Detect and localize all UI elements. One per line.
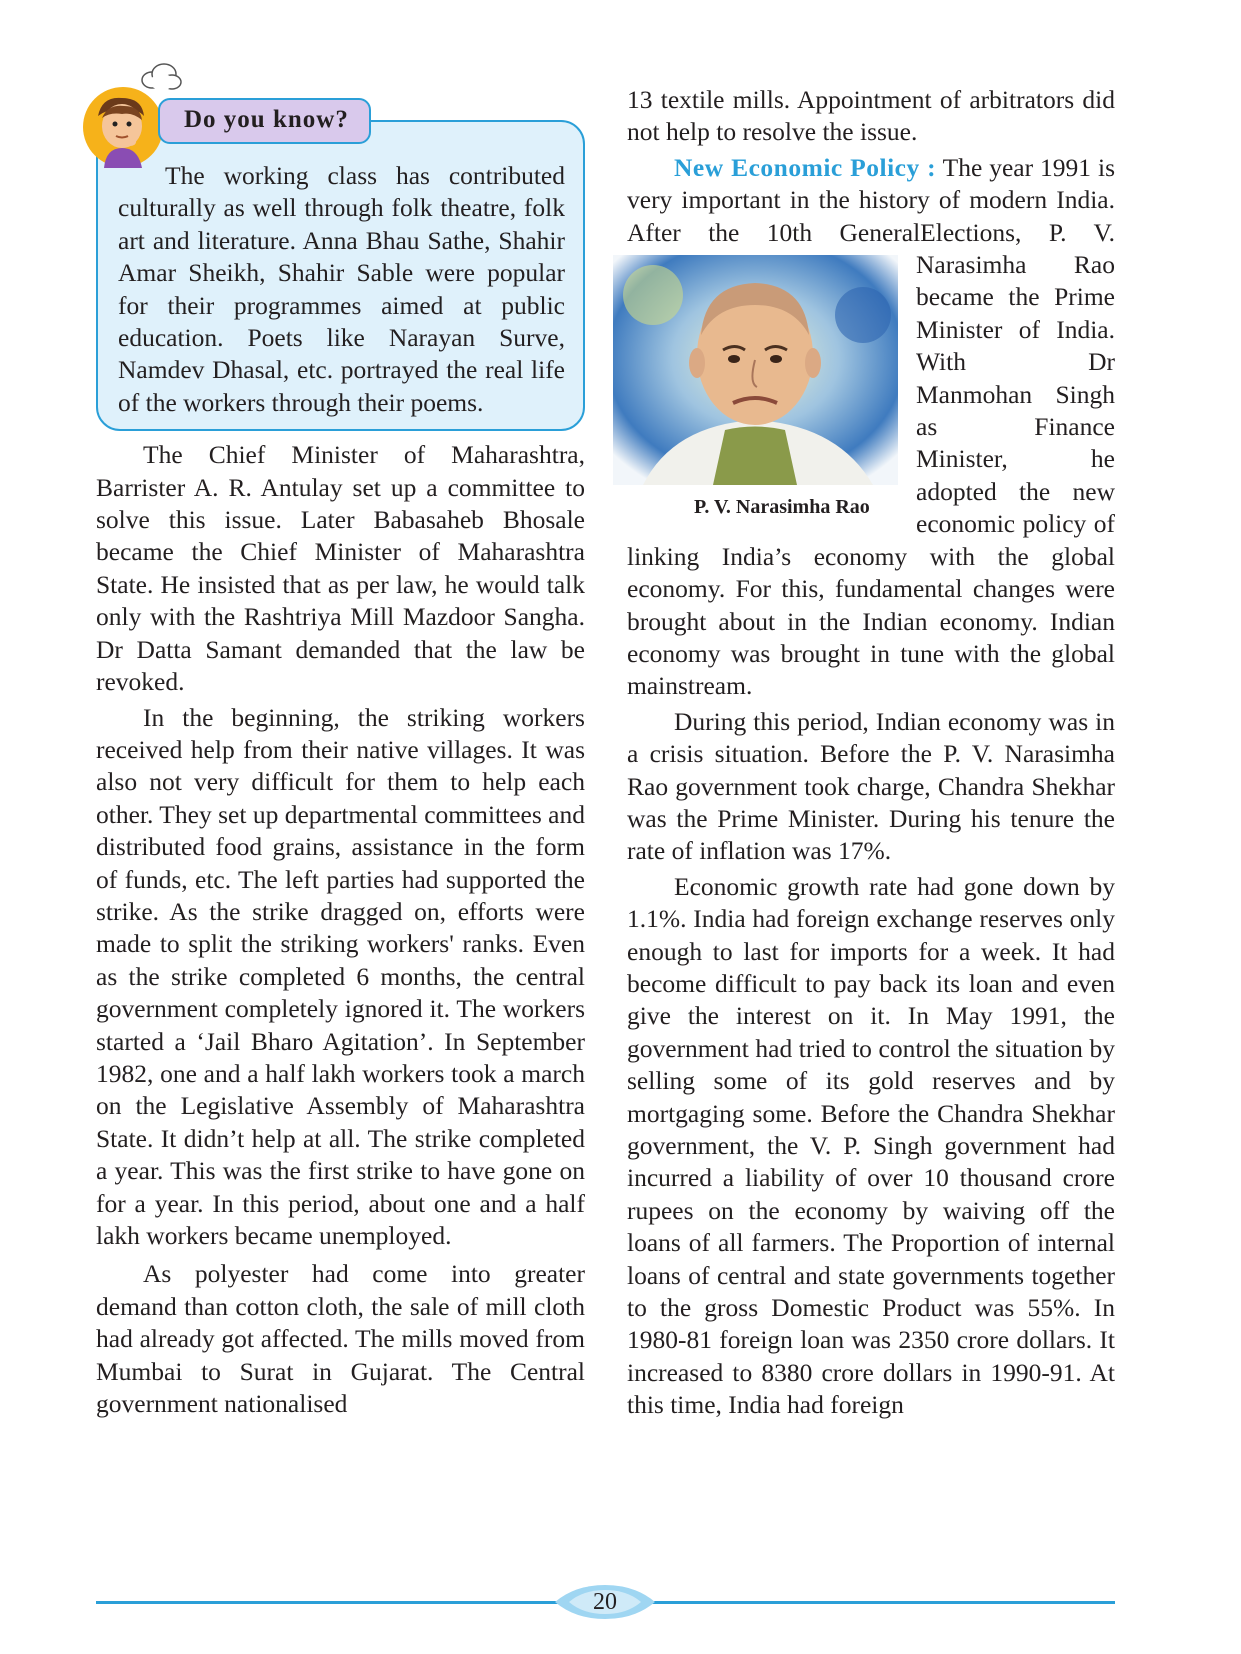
page-number: 20 bbox=[593, 1589, 617, 1615]
nep-text-start: The year 1991 is very important in the history of modern India. After the 10th General bbox=[627, 152, 1115, 247]
do-you-know-box bbox=[96, 106, 585, 431]
thinking-boy-icon bbox=[82, 86, 164, 168]
right-column bbox=[627, 84, 1115, 1422]
portrait-figure bbox=[613, 255, 898, 536]
portrait-image bbox=[613, 255, 898, 485]
page-number-badge bbox=[555, 1583, 655, 1621]
portrait-caption: P. V. Narasimha Rao bbox=[694, 496, 870, 519]
left-column bbox=[96, 84, 585, 1420]
left-paragraph-2: In the beginning, the striking workers received help from their native villages. It was also not very difficult for them to help each other. They set up departmental committees and distributed food grains, assistance in the form of funds, etc. The left parties had supported the strike. As the strike dragged on, efforts were made to split the striking workers' ranks. Even as the strike completed 6 months, the central government completely ignored it. The workers started a ‘Jail Bharo Agitation’. In September 1982, one and a half lakh workers took a march on the Legislative Assembly of Maharashtra State. It didn’t help at all. The strike completed a year. This was the first strike to have gone on for a year. In this period, about one and a half lakh workers became unemployed. bbox=[96, 702, 585, 1250]
right-paragraph-1: During this period, Indian economy was in a crisis situation. Before the P. V. Narasimha Rao government took charge, Chandra Shekhar was the Prime Minister. During his tenure the rate of inflation was 17%. bbox=[627, 706, 1115, 866]
do-you-know-title: Do you know? bbox=[158, 98, 371, 144]
left-paragraph-3: As polyester had come into greater demand than cotton cloth, the sale of mill cloth had already got affected. The mills moved from Mumbai to Surat in Gujarat. The Central government nationalised bbox=[96, 1259, 585, 1419]
nep-heading: New Economic Policy : bbox=[674, 152, 937, 182]
nep-paragraph bbox=[627, 152, 1115, 703]
nep-text-rest: Elections, P. V. Narasimha Rao became the Prime Minister of India. With Dr Manmohan Singh as Finance Minister, he adopted the new economic policy of linking India’s economy with the global economy. For this, fundamental changes were brought about in the Indian economy. Indian economy was brought in tune with the global mainstream. bbox=[627, 217, 1115, 701]
right-continuation: 13 textile mills. Appointment of arbitrators did not help to resolve the issue. bbox=[627, 85, 1115, 147]
left-paragraph-1: The Chief Minister of Maharashtra, Barrister A. R. Antulay set up a committee to solve this issue. Later Babasaheb Bhosale became the Chief Minister of Maharashtra State. He insisted that as per law, he would talk only with the Rashtriya Mill Mazdoor Sangha. Dr Datta Samant demanded that the law be revoked. bbox=[96, 440, 585, 697]
right-paragraph-2: Economic growth rate had gone down by 1.1%. India had foreign exchange reserves only enough to last for imports for a week. It had become difficult to pay back its loan and even give the interest on it. In May 1991, the government had tried to control the situation by selling some of its gold reserves and by mortgaging some. Before the Chandra Shekhar government, the V. P. Singh government had incurred a liability of over 10 thousand crore rupees on the economy by waiving off the loans of all farmers. The Proportion of internal loans of central and state governments together to the gross Domestic Product was 55%. In 1980-81 foreign loan was 2350 crore dollars. It increased to 8380 crore dollars in 1990-91. At this time, India had foreign bbox=[627, 871, 1115, 1420]
do-you-know-text: The working class has contributed culturally as well through folk theatre, folk art and literature. Anna Bhau Sathe, Shahir Amar Sheikh, Shahir Sable were popular for their programmes aimed at public education. Poets like Narayan Surve, Namdev Dhasal, etc. portrayed the real life of the workers through their poems. bbox=[118, 161, 565, 417]
